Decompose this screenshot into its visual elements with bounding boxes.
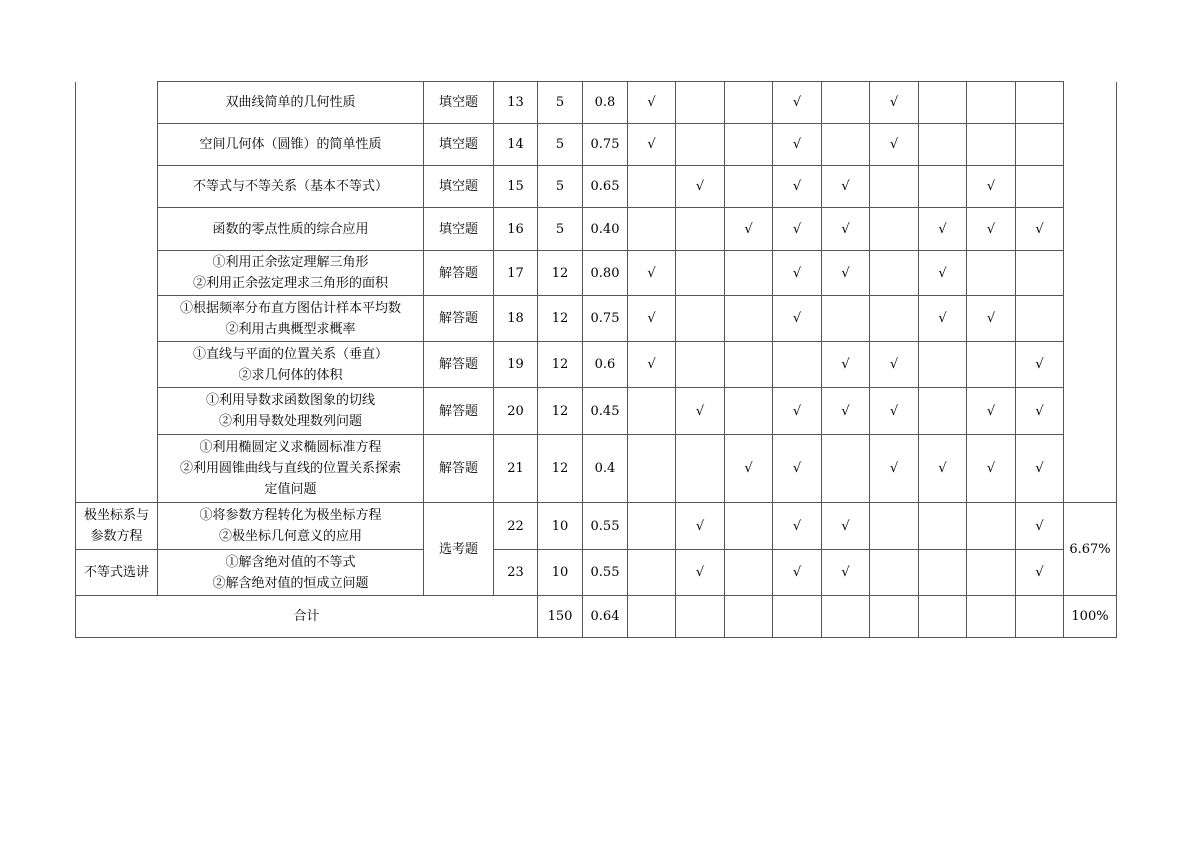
question-number: 22 <box>494 503 538 550</box>
topic-cell <box>158 503 424 550</box>
text-line: 空间几何体（圆锥）的简单性质 <box>199 137 382 152</box>
text-line: ①解含绝对值的不等式 <box>225 554 356 570</box>
category-cell <box>76 82 158 503</box>
total-row <box>76 596 1117 638</box>
empty-mark-cell <box>773 596 822 638</box>
question-number: 16 <box>494 208 538 251</box>
check-mark: √ <box>822 503 870 550</box>
text-line: ②极坐标几何意义的应用 <box>218 529 362 544</box>
empty-mark-cell <box>1016 596 1064 638</box>
check-mark <box>870 503 919 550</box>
check-mark <box>725 166 773 208</box>
check-mark <box>967 82 1016 124</box>
text-line: ①直线与平面的位置关系（垂直） <box>192 346 388 362</box>
check-mark <box>725 550 773 596</box>
check-mark: √ <box>628 82 676 124</box>
check-mark: √ <box>676 166 725 208</box>
topic-cell <box>158 124 424 166</box>
check-mark: √ <box>822 388 870 435</box>
topic-cell <box>158 208 424 251</box>
total-difficulty: 0.64 <box>583 596 628 638</box>
table-row <box>76 388 1117 435</box>
check-mark <box>725 124 773 166</box>
table-row <box>76 166 1117 208</box>
check-mark: √ <box>870 124 919 166</box>
text-line: ②解含绝对值的恒成立问题 <box>212 575 369 591</box>
table-row <box>76 342 1117 388</box>
table-row <box>76 208 1117 251</box>
check-mark <box>725 388 773 435</box>
check-mark <box>967 251 1016 296</box>
check-mark <box>725 296 773 342</box>
check-mark <box>919 342 967 388</box>
topic-cell <box>158 388 424 435</box>
score: 12 <box>538 435 583 503</box>
difficulty: 0.55 <box>583 503 628 550</box>
text-line: 双曲线简单的几何性质 <box>225 95 356 110</box>
check-mark <box>628 208 676 251</box>
text-line: 极坐标系与 <box>83 508 149 523</box>
score: 12 <box>538 296 583 342</box>
topic-cell <box>158 251 424 296</box>
check-mark <box>870 550 919 596</box>
check-mark <box>1016 124 1064 166</box>
check-mark: √ <box>676 550 725 596</box>
check-mark <box>676 435 725 503</box>
text-line: ①根据频率分布直方图估计样本平均数 <box>179 300 401 316</box>
check-mark: √ <box>967 388 1016 435</box>
check-mark <box>676 208 725 251</box>
text-line: 不等式与不等关系（基本不等式） <box>192 179 388 194</box>
question-number: 13 <box>494 82 538 124</box>
check-mark <box>870 208 919 251</box>
check-mark: √ <box>725 208 773 251</box>
check-mark: √ <box>773 124 822 166</box>
total-score: 150 <box>538 596 583 638</box>
check-mark <box>725 503 773 550</box>
check-mark <box>676 82 725 124</box>
percent-cell <box>1064 82 1117 503</box>
check-mark: √ <box>773 82 822 124</box>
check-mark <box>628 166 676 208</box>
check-mark <box>676 124 725 166</box>
difficulty: 0.75 <box>583 296 628 342</box>
check-mark <box>725 251 773 296</box>
category-cell <box>76 550 158 596</box>
check-mark: √ <box>822 208 870 251</box>
total-percent: 100% <box>1064 596 1117 638</box>
check-mark: √ <box>628 342 676 388</box>
check-mark <box>1016 251 1064 296</box>
check-mark: √ <box>822 550 870 596</box>
table-row <box>76 503 1117 550</box>
question-type: 解答题 <box>424 296 494 342</box>
check-mark: √ <box>1016 388 1064 435</box>
table-row <box>76 82 1117 124</box>
check-mark <box>628 435 676 503</box>
score: 12 <box>538 388 583 435</box>
question-number: 15 <box>494 166 538 208</box>
question-type: 选考题 <box>424 503 494 596</box>
question-type: 填空题 <box>424 82 494 124</box>
check-mark <box>870 166 919 208</box>
difficulty: 0.55 <box>583 550 628 596</box>
topic-cell <box>158 82 424 124</box>
text-line: ①将参数方程转化为极坐标方程 <box>199 508 382 523</box>
check-mark <box>919 503 967 550</box>
check-mark: √ <box>773 208 822 251</box>
table-row <box>76 251 1117 296</box>
check-mark: √ <box>676 503 725 550</box>
check-mark <box>919 388 967 435</box>
difficulty: 0.45 <box>583 388 628 435</box>
check-mark: √ <box>628 296 676 342</box>
topic-cell <box>158 296 424 342</box>
check-mark: √ <box>1016 435 1064 503</box>
question-type: 填空题 <box>424 124 494 166</box>
text-line: 不等式选讲 <box>83 565 149 580</box>
score: 10 <box>538 503 583 550</box>
topic-cell <box>158 435 424 503</box>
check-mark: √ <box>628 251 676 296</box>
check-mark <box>870 296 919 342</box>
percent-cell: 6.67% <box>1064 503 1117 596</box>
exam-analysis-table <box>75 81 1117 638</box>
table-row <box>76 435 1117 503</box>
check-mark <box>725 342 773 388</box>
check-mark: √ <box>967 208 1016 251</box>
check-mark <box>676 251 725 296</box>
check-mark <box>967 550 1016 596</box>
check-mark: √ <box>773 550 822 596</box>
question-type: 解答题 <box>424 435 494 503</box>
score: 12 <box>538 251 583 296</box>
empty-mark-cell <box>628 596 676 638</box>
difficulty: 0.75 <box>583 124 628 166</box>
text-line: 定值问题 <box>264 482 317 497</box>
check-mark <box>676 342 725 388</box>
check-mark <box>919 82 967 124</box>
check-mark <box>1016 82 1064 124</box>
check-mark: √ <box>1016 208 1064 251</box>
question-type: 填空题 <box>424 208 494 251</box>
check-mark: √ <box>967 435 1016 503</box>
check-mark <box>628 388 676 435</box>
text-line: ②求几何体的体积 <box>238 367 343 383</box>
check-mark: √ <box>822 342 870 388</box>
text-line: ①利用椭圆定义求椭圆标准方程 <box>199 440 382 455</box>
check-mark: √ <box>725 435 773 503</box>
check-mark: √ <box>773 435 822 503</box>
table-row <box>76 124 1117 166</box>
question-type: 解答题 <box>424 251 494 296</box>
text-line: ②利用圆锥曲线与直线的位置关系探索 <box>179 461 401 476</box>
check-mark: √ <box>1016 342 1064 388</box>
check-mark: √ <box>967 166 1016 208</box>
question-number: 18 <box>494 296 538 342</box>
check-mark <box>967 503 1016 550</box>
question-number: 14 <box>494 124 538 166</box>
check-mark: √ <box>1016 503 1064 550</box>
table-row <box>76 296 1117 342</box>
check-mark: √ <box>870 435 919 503</box>
check-mark: √ <box>919 251 967 296</box>
check-mark <box>967 124 1016 166</box>
category-cell <box>76 503 158 550</box>
check-mark <box>1016 166 1064 208</box>
check-mark <box>870 251 919 296</box>
score: 12 <box>538 342 583 388</box>
score: 5 <box>538 208 583 251</box>
table-row <box>76 550 1117 596</box>
check-mark: √ <box>628 124 676 166</box>
check-mark: √ <box>773 503 822 550</box>
text-line: ①利用正余弦定理解三角形 <box>212 255 369 270</box>
check-mark <box>725 82 773 124</box>
text-line: ②利用古典概型求概率 <box>225 321 356 337</box>
text-line: ①利用导数求函数图象的切线 <box>205 393 375 408</box>
difficulty: 0.4 <box>583 435 628 503</box>
check-mark <box>822 296 870 342</box>
text-line: ②利用正余弦定理求三角形的面积 <box>192 276 388 291</box>
question-number: 21 <box>494 435 538 503</box>
check-mark <box>967 342 1016 388</box>
check-mark <box>919 550 967 596</box>
question-number: 17 <box>494 251 538 296</box>
check-mark <box>628 503 676 550</box>
check-mark: √ <box>676 388 725 435</box>
empty-mark-cell <box>822 596 870 638</box>
empty-mark-cell <box>870 596 919 638</box>
difficulty: 0.65 <box>583 166 628 208</box>
score: 5 <box>538 166 583 208</box>
empty-mark-cell <box>725 596 773 638</box>
question-number: 20 <box>494 388 538 435</box>
check-mark <box>1016 296 1064 342</box>
check-mark <box>676 296 725 342</box>
check-mark <box>822 124 870 166</box>
check-mark <box>822 82 870 124</box>
topic-cell <box>158 342 424 388</box>
check-mark <box>773 342 822 388</box>
check-mark: √ <box>773 388 822 435</box>
check-mark: √ <box>919 208 967 251</box>
text-line: 函数的零点性质的综合应用 <box>212 221 369 237</box>
empty-mark-cell <box>919 596 967 638</box>
check-mark: √ <box>822 251 870 296</box>
check-mark: √ <box>870 388 919 435</box>
difficulty: 0.40 <box>583 208 628 251</box>
check-mark: √ <box>919 435 967 503</box>
score: 10 <box>538 550 583 596</box>
question-number: 19 <box>494 342 538 388</box>
question-type: 填空题 <box>424 166 494 208</box>
check-mark: √ <box>773 296 822 342</box>
check-mark <box>919 166 967 208</box>
text-line: 参数方程 <box>90 529 143 544</box>
difficulty: 0.8 <box>583 82 628 124</box>
check-mark: √ <box>870 342 919 388</box>
difficulty: 0.80 <box>583 251 628 296</box>
check-mark: √ <box>1016 550 1064 596</box>
question-type: 解答题 <box>424 388 494 435</box>
topic-cell <box>158 166 424 208</box>
total-label: 合计 <box>76 596 538 638</box>
difficulty: 0.6 <box>583 342 628 388</box>
score: 5 <box>538 124 583 166</box>
check-mark: √ <box>967 296 1016 342</box>
topic-cell <box>158 550 424 596</box>
empty-mark-cell <box>676 596 725 638</box>
check-mark: √ <box>822 166 870 208</box>
check-mark <box>919 124 967 166</box>
check-mark: √ <box>870 82 919 124</box>
check-mark: √ <box>919 296 967 342</box>
check-mark <box>628 550 676 596</box>
empty-mark-cell <box>967 596 1016 638</box>
score: 5 <box>538 82 583 124</box>
check-mark: √ <box>773 251 822 296</box>
text-line: ②利用导数处理数列问题 <box>218 414 362 429</box>
check-mark: √ <box>773 166 822 208</box>
check-mark <box>822 435 870 503</box>
question-number: 23 <box>494 550 538 596</box>
question-type: 解答题 <box>424 342 494 388</box>
